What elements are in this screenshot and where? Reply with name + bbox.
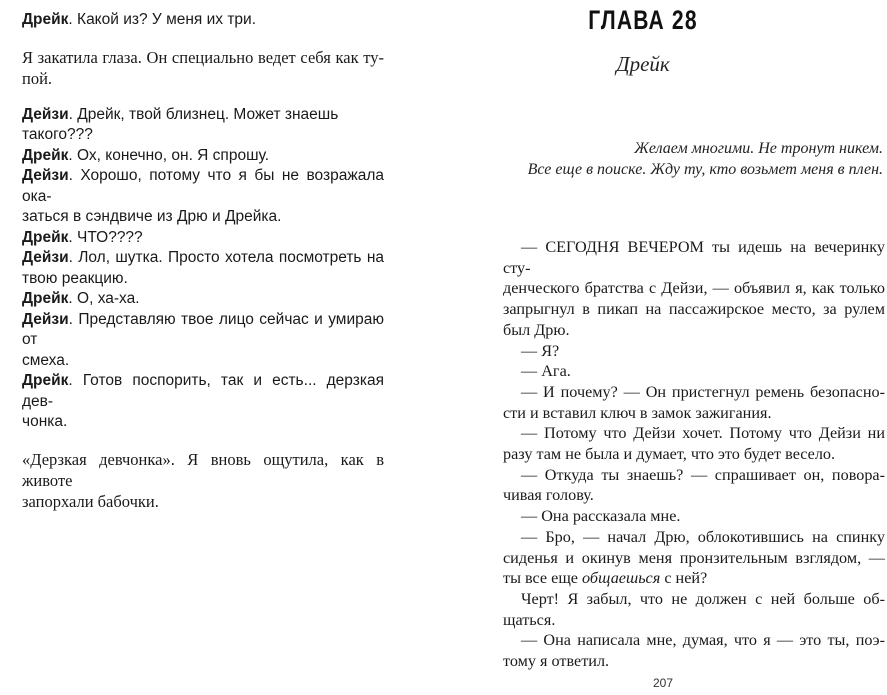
paragraph (503, 423, 885, 464)
chapter-pov-name: Дрейк (616, 52, 670, 76)
message-text: смеха. (22, 351, 70, 369)
chat-message (22, 248, 384, 289)
text-segment: ты все еще (503, 569, 583, 588)
speaker-name: Дрейк (22, 146, 69, 164)
message-text: заться в сэндвиче из Дрю и Дрейка. (22, 208, 282, 225)
message-text: . Лол, шутка. Просто хотела посмотреть на (68, 249, 384, 266)
narration-line: «Дерзкая девчонка». Я вновь ощутила, как в животе (22, 449, 384, 490)
narration (22, 47, 384, 89)
message-text: . ЧТО???? (68, 228, 143, 246)
emphasized-word: общаешься (582, 569, 661, 588)
narration-line: запорхали бабочки. (22, 491, 159, 511)
chat-transcript (22, 10, 384, 512)
paragraph (503, 341, 885, 362)
text-line: — Она написала мне, думая, что я — это ты, поэ- (521, 631, 885, 650)
text-segment: с ней? (660, 569, 708, 588)
speaker-name: Дрейк (22, 290, 69, 307)
chat-message (22, 105, 384, 146)
chat-message (22, 310, 384, 372)
narration (22, 449, 384, 512)
text-line: Черт! Я забыл, что не должен с ней больше об- (521, 589, 885, 608)
paragraph (503, 630, 885, 671)
speaker-name: Дейзи (22, 249, 69, 266)
speaker-name: Дрейк (22, 372, 69, 389)
text-line: денческого братства с Дейзи, — объявил я, как только (503, 279, 885, 298)
epigraph-line: Желаем многими. Не тронут никем. (634, 140, 883, 157)
text-line: чивая голову. (503, 486, 594, 505)
chat-message (22, 289, 384, 310)
text-line: — Я? (521, 341, 560, 360)
message-text: . Дрейк, твой близнец. Может знаешь такого??? (22, 105, 339, 143)
message-text: . Ох, конечно, он. Я спрошу. (68, 146, 270, 164)
text-line: щаться. (503, 610, 556, 629)
chat-message (22, 228, 384, 249)
message-text: . О, ха-ха. (68, 290, 140, 307)
text-line (503, 568, 885, 589)
chapter-body (503, 237, 885, 672)
text-line: — СЕГОДНЯ ВЕЧЕРОМ ты идешь на вечеринку сту- (503, 238, 885, 277)
paragraph (503, 465, 885, 506)
paragraph (503, 382, 885, 423)
paragraph (503, 361, 885, 382)
narration-line: Я закатила глаза. Он специально ведет себя как ту- (22, 47, 384, 67)
text-line: — И почему? — Он пристегнул ремень безопасно- (521, 382, 885, 401)
speaker-name: Дрейк (22, 228, 69, 246)
text-line: — Потому что Дейзи хочет. Потому что Дейзи ни (521, 424, 885, 443)
message-text: . Какой из? У меня их три. (68, 11, 257, 28)
text-line: сиденья и окинув меня пронзительным взглядом, — (503, 548, 885, 567)
chat-message (22, 146, 384, 167)
text-line: — Ага. (521, 362, 571, 381)
text-line: — Откуда ты знаешь? — спрашивает он, повора- (521, 465, 885, 484)
narration-line: пой. (22, 68, 53, 88)
speaker-name: Дейзи (22, 105, 69, 123)
text-line: тому я ответил. (503, 652, 610, 671)
paragraph (503, 527, 885, 589)
text-line: был Дрю. (503, 320, 570, 339)
message-text: . Хорошо, потому что я бы не возражала ока- (22, 167, 384, 205)
right-page (443, 0, 887, 695)
message-text: твою реакцию. (22, 269, 128, 287)
chat-message (22, 371, 384, 433)
speaker-name: Дейзи (22, 167, 69, 184)
message-text: чонка. (22, 413, 68, 430)
page-number: 207 (652, 676, 674, 690)
chapter-title: ГЛАВА 28 (588, 5, 698, 35)
message-text: . Представляю твое лицо сейчас и умираю от (22, 310, 384, 348)
text-line: — Она рассказала мне. (521, 507, 681, 526)
epigraph (528, 138, 883, 180)
text-line: разу там не была и думает, что это будет весело. (503, 445, 836, 464)
speaker-name: Дрейк (22, 11, 69, 28)
paragraph (503, 237, 885, 341)
text-line: — Бро, — начал Дрю, облокотившись на спинку (521, 527, 885, 546)
speaker-name: Дейзи (22, 310, 69, 328)
chat-message (22, 166, 384, 228)
text-line: запрыгнул в пикап на пассажирское место, за рулем (503, 300, 885, 319)
paragraph (503, 506, 885, 527)
epigraph-line: Все еще в поиске. Жду ту, кто возьмет меня в плен. (527, 161, 883, 178)
message-text: . Готов поспорить, так и есть... дерзкая дев- (22, 372, 384, 410)
paragraph (503, 589, 885, 630)
left-page (0, 0, 443, 695)
text-line: сти и вставил ключ в замок зажигания. (503, 403, 772, 422)
chat-message (22, 10, 384, 31)
